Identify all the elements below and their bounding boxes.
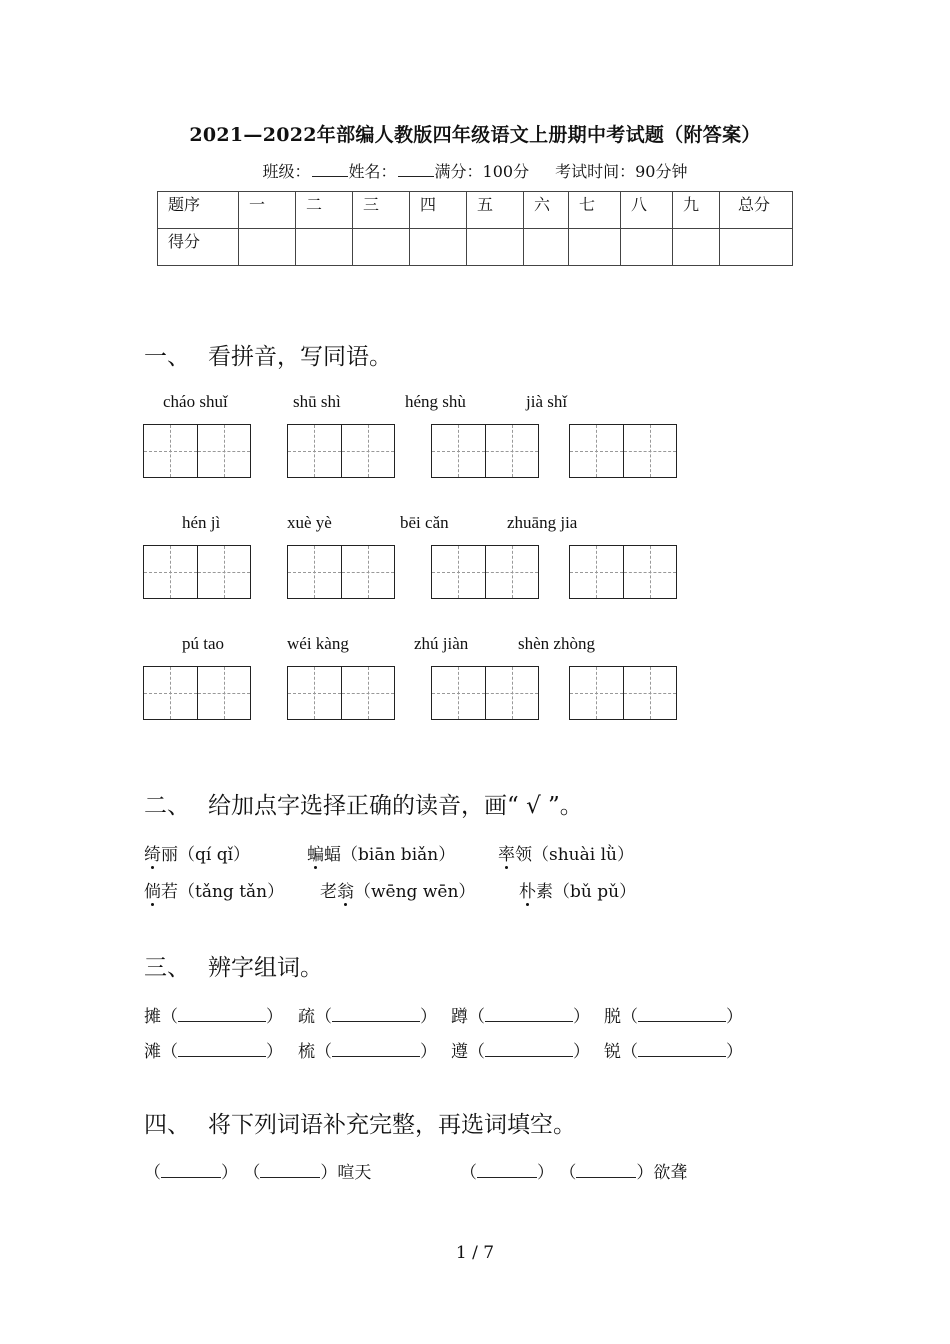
page-title: 2021—2022年部编人教版四年级语文上册期中考试题（附答案） bbox=[189, 124, 761, 146]
writing-grid[interactable] bbox=[569, 424, 677, 478]
section3-heading bbox=[144, 949, 323, 982]
score-cell[interactable] bbox=[410, 229, 467, 266]
pinyin-label: xuè yè bbox=[287, 513, 332, 532]
pinyin-label: shèn zhòng bbox=[518, 634, 595, 653]
idiom-fill[interactable]: （ ） （ ）欲聋 bbox=[460, 1163, 688, 1183]
word-blank[interactable]: 脱（ ） bbox=[604, 1007, 743, 1027]
writing-grid[interactable] bbox=[431, 666, 539, 720]
class-label: 班级： bbox=[262, 162, 311, 181]
exam-info bbox=[0, 159, 950, 182]
reading-choice[interactable]: 老翁（wēng wēn） bbox=[320, 877, 475, 902]
writing-grid[interactable] bbox=[287, 666, 395, 720]
table-cell: 二 bbox=[296, 192, 353, 229]
name-blank[interactable] bbox=[398, 162, 434, 177]
table-cell: 六 bbox=[524, 192, 569, 229]
section2-heading bbox=[144, 787, 583, 820]
writing-grid[interactable] bbox=[143, 424, 251, 478]
score-cell[interactable] bbox=[720, 229, 793, 266]
score-cell[interactable] bbox=[524, 229, 569, 266]
table-cell: 九 bbox=[673, 192, 720, 229]
score-cell[interactable] bbox=[239, 229, 296, 266]
reading-choice[interactable]: 率领（shuài lǜ） bbox=[498, 840, 634, 865]
pinyin-label: héng shù bbox=[405, 392, 466, 411]
section4-heading bbox=[144, 1106, 576, 1139]
writing-grid[interactable] bbox=[287, 545, 395, 599]
writing-grid[interactable] bbox=[569, 666, 677, 720]
word-blank[interactable]: 梳（ ） bbox=[298, 1042, 437, 1062]
table-cell: 题序 bbox=[158, 192, 239, 229]
writing-grid[interactable] bbox=[143, 666, 251, 720]
score-cell[interactable] bbox=[621, 229, 673, 266]
writing-grid[interactable] bbox=[431, 545, 539, 599]
table-row bbox=[158, 192, 793, 229]
score-cell[interactable] bbox=[353, 229, 410, 266]
pinyin-label: zhuāng jia bbox=[507, 513, 578, 532]
pinyin-label: zhú jiàn bbox=[414, 634, 469, 653]
section-title: 辨字组词。 bbox=[208, 955, 323, 981]
page-number: 1 / 7 bbox=[455, 1243, 495, 1263]
pinyin-label: jià shǐ bbox=[526, 392, 568, 411]
section-number: 三、 bbox=[144, 955, 190, 981]
word-blank[interactable]: 遵（ ） bbox=[451, 1042, 590, 1062]
score-cell[interactable] bbox=[673, 229, 720, 266]
section-title: 将下列词语补充完整，再选词填空。 bbox=[208, 1112, 576, 1138]
idiom-fill[interactable]: （ ） （ ）喧天 bbox=[144, 1163, 372, 1183]
table-cell: 五 bbox=[467, 192, 524, 229]
exam-time: 考试时间：90分钟 bbox=[555, 162, 688, 181]
pinyin-label: hén jì bbox=[182, 513, 221, 532]
name-label: 姓名： bbox=[348, 162, 397, 181]
table-cell: 四 bbox=[410, 192, 467, 229]
score-cell[interactable] bbox=[569, 229, 621, 266]
pinyin-label: wéi kàng bbox=[287, 634, 349, 653]
reading-choice[interactable]: 蝙蝠（biān biǎn） bbox=[307, 840, 455, 865]
full-score: 满分：100分 bbox=[434, 162, 530, 181]
section-number: 四、 bbox=[144, 1112, 190, 1138]
word-blank[interactable]: 疏（ ） bbox=[298, 1007, 437, 1027]
class-blank[interactable] bbox=[312, 162, 348, 177]
word-blank[interactable]: 摊（ ） bbox=[144, 1007, 283, 1027]
reading-choice[interactable]: 倘若（tǎng tǎn） bbox=[144, 877, 284, 902]
reading-choice[interactable]: 朴素（bǔ pǔ） bbox=[519, 877, 636, 902]
writing-grid[interactable] bbox=[569, 545, 677, 599]
section1-heading bbox=[144, 338, 392, 371]
reading-choice[interactable]: 绮丽（qí qǐ） bbox=[144, 840, 250, 865]
table-cell: 七 bbox=[569, 192, 621, 229]
section-title: 看拼音，写同语。 bbox=[208, 344, 392, 370]
writing-grid[interactable] bbox=[431, 424, 539, 478]
pinyin-label: bēi cǎn bbox=[400, 513, 449, 532]
word-blank[interactable]: 蹲（ ） bbox=[451, 1007, 590, 1027]
score-cell[interactable] bbox=[467, 229, 524, 266]
word-blank[interactable]: 锐（ ） bbox=[604, 1042, 743, 1062]
word-blank[interactable]: 滩（ ） bbox=[144, 1042, 283, 1062]
table-cell: 总分 bbox=[720, 192, 793, 229]
writing-grid[interactable] bbox=[287, 424, 395, 478]
idiom-word: 欲聋 bbox=[653, 1163, 688, 1183]
table-row bbox=[158, 229, 793, 266]
table-cell: 一 bbox=[239, 192, 296, 229]
section-title: 给加点字选择正确的读音，画“ √ ”。 bbox=[208, 793, 583, 819]
table-cell: 得分 bbox=[158, 229, 239, 266]
section-number: 二、 bbox=[144, 793, 190, 819]
pinyin-label: shū shì bbox=[293, 392, 341, 411]
idiom-word: 喧天 bbox=[337, 1163, 372, 1183]
table-cell: 八 bbox=[621, 192, 673, 229]
table-cell: 三 bbox=[353, 192, 410, 229]
score-table bbox=[157, 191, 793, 266]
writing-grid[interactable] bbox=[143, 545, 251, 599]
section-number: 一、 bbox=[144, 344, 190, 370]
pinyin-label: pú tao bbox=[182, 634, 225, 653]
score-cell[interactable] bbox=[296, 229, 353, 266]
pinyin-label: cháo shuǐ bbox=[163, 392, 228, 411]
